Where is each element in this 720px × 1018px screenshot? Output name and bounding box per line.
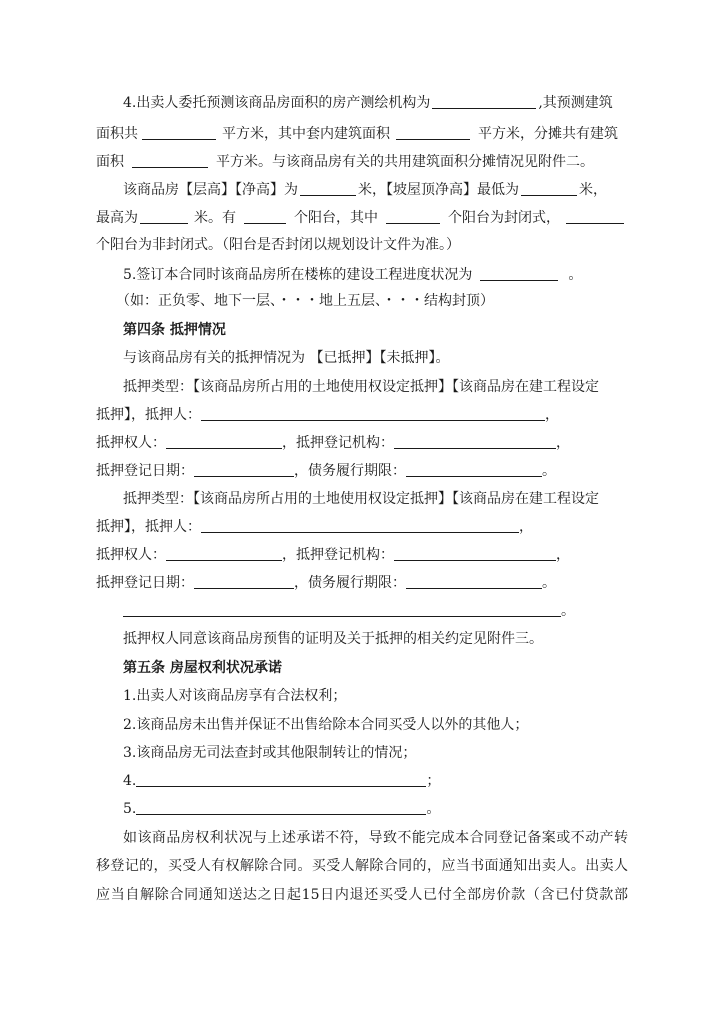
mortgage2-mortgagee [96, 546, 628, 564]
text: ， [545, 407, 559, 423]
text: 米， [579, 182, 607, 198]
mortgagee-blank[interactable] [166, 546, 282, 561]
mortgagor-blank[interactable] [201, 406, 545, 421]
text: 平方米，分摊共有建筑 [478, 126, 618, 142]
text: ，抵押登记机构： [282, 435, 394, 451]
text: 4.出卖人委托预测该商品房面积的房产测绘机构为 [123, 95, 431, 111]
progress-blank[interactable] [480, 266, 558, 281]
text: 。 [568, 267, 583, 283]
article5-body-line3: 应当自解除合同通知送达之日起15日内退还买受人已付全部房价款（含已付贷款部 [96, 887, 628, 903]
text: ，抵押登记机构： [282, 547, 394, 563]
mortgage1-type: 抵押类型：【该商品房所占用的土地使用权设定抵押】【该商品房在建工程设定 [123, 379, 599, 395]
floor-height-blank[interactable] [300, 181, 356, 196]
registry-blank[interactable] [394, 546, 556, 561]
p5-line1 [123, 266, 628, 284]
mortgage2-type: 抵押类型：【该商品房所占用的土地使用权设定抵押】【该商品房在建工程设定 [123, 491, 599, 507]
min-height-blank[interactable] [521, 181, 577, 196]
article5-item5 [123, 800, 628, 818]
mortgage1-dates [96, 462, 628, 480]
p4-line2 [96, 125, 628, 143]
registry-blank[interactable] [394, 434, 556, 449]
text: 5.签订本合同时该商品房所在楼栋的建设工程进度状况为 [123, 267, 473, 283]
article5-item2: 2.该商品房未出售并保证不出售给除本合同买受人以外的其他人； [123, 717, 529, 733]
text: 抵押】，抵押人： [96, 407, 201, 423]
article5-body-line1: 如该商品房权利状况与上述承诺不符，导致不能完成本合同登记备案或不动产转 [123, 830, 628, 846]
text: ； [426, 773, 441, 789]
article4-intro: 与该商品房有关的抵押情况为 【已抵押】【未抵押】。 [123, 350, 450, 366]
text: 面积 [96, 154, 124, 170]
height-line2 [96, 209, 628, 227]
other-blank[interactable] [123, 602, 561, 617]
reg-date-blank[interactable] [194, 574, 294, 589]
debt-date-blank[interactable] [406, 574, 542, 589]
article5-item4 [123, 772, 628, 790]
debt-date-blank[interactable] [406, 462, 542, 477]
height-line3: 个阳台为非封闭式。（阳台是否封闭以规划设计文件为准。） [96, 237, 460, 253]
text: 。 [426, 801, 441, 817]
text: 4. [123, 773, 137, 789]
article4-title: 第四条 抵押情况 [123, 322, 226, 338]
text: 。 [561, 603, 575, 619]
text: ，债务履行期限： [294, 575, 406, 591]
height-line1 [123, 181, 628, 199]
text: 个阳台，其中 [294, 210, 378, 226]
text: 该商品房【层高】【净高】为 [123, 182, 298, 198]
text: 抵押登记日期： [96, 575, 194, 591]
text: 面积共 [96, 126, 138, 142]
text: 抵押】，抵押人： [96, 519, 201, 535]
text: 平方米，其中套内建筑面积 [222, 126, 390, 142]
area-total-blank[interactable] [142, 125, 216, 140]
text: 。 [542, 463, 556, 479]
text: 平方米。与该商品房有关的共用建筑面积分摊情况见附件二。 [216, 154, 594, 170]
item4-blank[interactable] [136, 772, 426, 787]
area-inner-blank[interactable] [396, 125, 470, 140]
text: ，债务履行期限： [294, 463, 406, 479]
closed-balcony-blank[interactable] [386, 209, 440, 224]
max-height-blank[interactable] [140, 209, 188, 224]
mortgage2-dates [96, 574, 628, 592]
text: 抵押登记日期： [96, 463, 194, 479]
balcony-count-blank[interactable] [244, 209, 286, 224]
mortgage-other [123, 602, 628, 620]
surveyor-blank[interactable] [432, 94, 536, 109]
item5-blank[interactable] [136, 800, 426, 815]
article5-body-line2: 移登记的，买受人有权解除合同。买受人解除合同的，应当书面通知出卖人。出卖人 [96, 858, 628, 874]
article5-item1: 1.出卖人对该商品房享有合法权利； [123, 688, 347, 704]
area-shared-blank[interactable] [132, 153, 208, 168]
mortgagor-blank[interactable] [201, 518, 519, 533]
reg-date-blank[interactable] [194, 462, 294, 477]
text: 米，【坡屋顶净高】最低为 [358, 182, 519, 198]
article5-title: 第五条 房屋权利状况承诺 [123, 660, 282, 676]
text: 米。有 [194, 210, 236, 226]
open-balcony-blank[interactable] [566, 209, 624, 224]
text: ,其预测建筑 [538, 95, 613, 111]
text: 最高为 [96, 210, 138, 226]
text: 5. [123, 801, 137, 817]
text: 抵押权人： [96, 547, 166, 563]
mortgagee-blank[interactable] [166, 434, 282, 449]
p5-line2: （如：正负零、地下一层、・・・地上五层、・・・结构封顶） [116, 293, 494, 309]
text: 个阳台为封闭式， [448, 210, 560, 226]
mortgage1-mortgagee [96, 434, 628, 452]
mortgage1-mortgagor [96, 406, 628, 424]
text: 抵押权人： [96, 435, 166, 451]
p4-line3 [96, 153, 628, 171]
text: ， [556, 435, 570, 451]
text: 。 [542, 575, 556, 591]
article5-item3: 3.该商品房无司法查封或其他限制转让的情况； [123, 745, 417, 761]
mortgage2-mortgagor [96, 518, 628, 536]
mortgage-consent: 抵押权人同意该商品房预售的证明及关于抵押的相关约定见附件三。 [123, 631, 543, 647]
text: ， [556, 547, 570, 563]
p4-line1 [123, 94, 628, 112]
text: ， [519, 519, 533, 535]
